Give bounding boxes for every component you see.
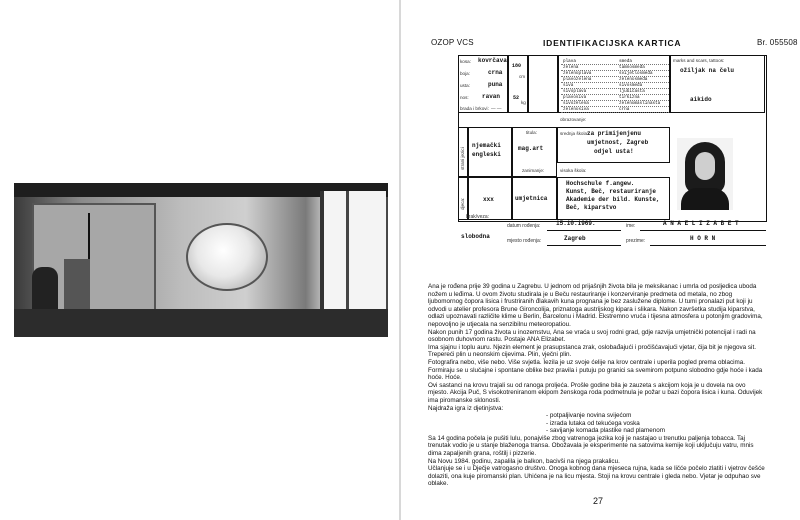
srednja-label: srednja škola: — [560, 131, 589, 136]
page-number: 27 — [593, 496, 604, 506]
checklist-row: zelena tamnosmeđa — [561, 65, 669, 71]
list-item: - savijanje komada plastike nad plamenom — [546, 427, 666, 435]
checklist-row: plavosiva tirkizna — [561, 95, 669, 101]
brak-label: brak/veza: — [466, 214, 490, 220]
weight-value: 52 — [513, 95, 520, 101]
paragraph: Ana je rođena prije 39 godina u Zagrebu. U jednom od prijašnjih života bila je meksikanac i umrla od posljedica uboda nožem u leđima. U ovom životu studirala je u Beču restauriranje i konzerviranje predmeta od metala, no zbog ljubomornog čopora lisica i frustriranih đlakavih kuna prognana je bez zasluženе diplome. U tumi pronalazi put koji ju odvodi u atelier profesora Brune Gironcolija, priznatoga austrijskog kipara i slikara. Nakon završetka studija kiparstva, odlazi upoznavati različite klime u Berlin, Barcelonu i Madrid. Ekstremno vruća i tijesna atmosfera u potonjim gradovima, nepovoljno je utjecala na senzibilnu meteoropatiou. — [428, 283, 763, 328]
visoka-line-1: Hochschule f.angew. — [566, 180, 635, 187]
hand-value: aikido — [690, 96, 712, 103]
lang-2: engleski — [472, 151, 501, 158]
interior-photo — [14, 183, 388, 337]
checklist-row: plava smeđa — [561, 59, 669, 65]
paragraph: Najdraža igra iz djetinjstva: — [428, 404, 504, 412]
header-publisher: OZOP VCS — [431, 38, 474, 47]
prezime-value: H O R N — [690, 235, 716, 242]
portrait-photo — [677, 138, 733, 210]
datum-label: datum rođenja: — [507, 223, 541, 229]
srednja-line-1: za primijenjenu — [587, 130, 642, 137]
paragraph: Na Novu 1984. godinu, zapalila je balkon, bacivši na njega prakalicu. — [428, 457, 620, 465]
zanimanje-label: zanimanje: — [522, 168, 545, 173]
checklist-row: sivozelena zelenomaslinasta — [561, 101, 669, 107]
checklist-row: zelenosiva crna — [561, 107, 669, 113]
checklist-row: zelenoplava svijetlosmeđa — [561, 71, 669, 77]
boja-value: crna — [488, 69, 503, 76]
paragraph: Ima sjajnu i toplu auru. Njezin element je prasupstanca zrak, oslobađajući i pročišćavajući vjetar, čija bit je njegova sit. Trepereći plin u neonskim cijevima. Plin, vječni plin. — [428, 343, 756, 359]
visoka-label: visoka škola: — [560, 168, 587, 173]
checklist-row: plavozelena zelenosmeđa — [561, 77, 669, 83]
mjesto-label: mjesto rođenja: — [507, 238, 542, 244]
titula-label: titula: — [526, 130, 537, 135]
checklist-row: sivoplava ljubičasta — [561, 89, 669, 95]
kosa-label: kosa: — [460, 59, 471, 64]
checklist-row: siva sivosmeđa — [561, 83, 669, 89]
zanimanje-value: umjetnica — [515, 195, 548, 202]
height-unit: cm — [519, 74, 526, 79]
usta-label: usta: — [460, 83, 470, 88]
paragraph: Učlanjuje se i u Dječje vatrogasno društvo. Onoga kobnog dana mjeseca rujna, kada se ličće počelo zlatiti i vjetrov češće dolaziti, ona kuje piromanski plan. Uhićena je na licu mjesta. Stoji na krovu centrale i gleda nebo. Vjetar je odpuhao sve oblake. — [428, 465, 765, 488]
mjesto-line — [547, 245, 621, 246]
boja-label: boja: — [460, 71, 470, 76]
titula-value: mag.art — [518, 145, 544, 152]
page-gutter — [399, 0, 401, 520]
ime-label: ime: — [626, 223, 636, 229]
paragraph: Ovi sastanci na krovu trajali su od ranoga proljeća. Prošle godine bila je zauzeta s akcijom koja je u dovela na ovo mjesto. Akcija Puč, S visokotreniranom ekipom ženskoga roda podmetnula je požar u bazi čopora lisica i kuna. Oduvijek ima piromanske sklonosti. — [428, 381, 763, 404]
visoka-line-3: Akademie der bild. Kunste, — [566, 196, 660, 203]
mjesto-value: Zagreb — [564, 235, 586, 242]
list-item: - potpaljivanje novina svijećom — [546, 412, 632, 420]
photo-floor — [14, 309, 388, 337]
list-item: - izrada lutaka od tekućega voska — [546, 419, 640, 427]
djeca-value: xxx — [483, 196, 494, 203]
height-value: 180 — [512, 63, 522, 69]
photo-shelf — [64, 259, 90, 313]
ime-line — [640, 230, 766, 231]
brada-label: brada i brkovi: — [460, 106, 489, 111]
paragraph: Sa 14 godina počela je pušiti lulu, ponajviše zbog vatrenoga jezika koji je nastajao u trenutku paljenja tobacca. Taj trenutak vodio je u stanje blaženoga transa. Obožavala je eksperimente na satovima kemije koji uključuju vatru, mnis dima zapaljenih grana, roštilj i pizzerie. — [428, 434, 754, 458]
lang-label: strani jezici — [460, 147, 465, 170]
card-number: Br. 055508 — [757, 38, 798, 47]
weight-unit: kg — [521, 100, 526, 105]
marks-label: marks and scars, tattoos: — [673, 58, 725, 63]
obrazovanje-label: obrazovanje: — [560, 117, 587, 122]
paragraph: Nakon punih 17 godina života u inozemstvu, Ana se vraća u svoj rodni grad, gdje razvija umjetnički potencijal i radi na osobnom duhovnom rastu. Postaje ANA Elizabet. — [428, 328, 756, 344]
srednja-line-2: umjetnost, Zagreb — [587, 139, 649, 146]
ime-value: A N A E L I Z A B E T — [663, 220, 739, 227]
prezime-label: prezime: — [626, 238, 646, 244]
djeca-label: djeca: — [460, 197, 465, 210]
paragraph: Fotografira nebo, više nebo. Više svjetla. Ïezila je uz svoje ćelije na krov centrale i uperila pogled premа oblacima. Formiraju se u slučajne i spontane oblike bez pravila i putuju po granici sa svemirom potpuno slobodno gdje hoće i kada hoće. Hoće. — [428, 358, 763, 382]
kosa-value: kovrčava — [478, 57, 507, 64]
nos-label: nos: — [460, 95, 469, 100]
article-body — [428, 283, 766, 488]
datum-value: 15.10.1969. — [556, 220, 596, 227]
page-title: IDENTIFIKACIJSKA KARTICA — [543, 38, 682, 48]
marks-value: ožiljak na čelu — [680, 67, 735, 74]
datum-line — [547, 230, 621, 231]
photo-round-mirror — [186, 223, 268, 291]
brada-value: — — — [491, 106, 502, 111]
ruler-box — [528, 55, 558, 113]
srednja-line-3: odjel usta! — [594, 148, 634, 155]
eye-colour-checklist — [561, 59, 669, 113]
marks-box — [670, 55, 765, 113]
visoka-line-2: Kunst, Beč, restauriranje — [566, 188, 657, 195]
brak-value: slobodna — [461, 233, 490, 240]
prezime-line — [650, 245, 766, 246]
lang-1: njemački — [472, 142, 501, 149]
visoka-line-4: Beč, kiparstvo — [566, 204, 617, 211]
usta-value: puna — [488, 81, 503, 88]
nos-value: ravan — [482, 93, 501, 100]
